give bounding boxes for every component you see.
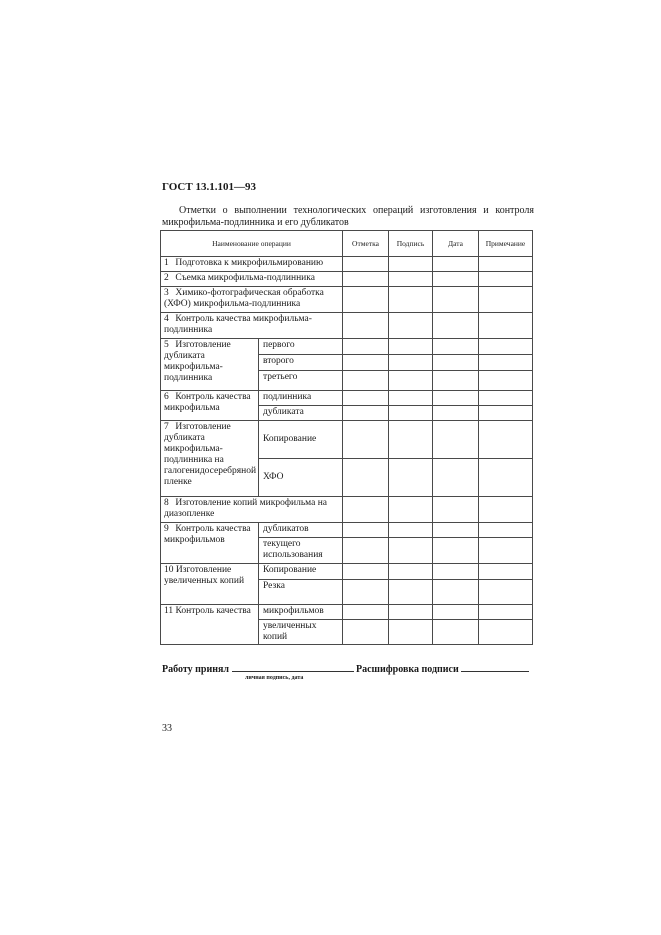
note-cell <box>479 605 533 620</box>
operation-name: Контроль качества микрофильма <box>164 392 251 413</box>
sub-operation-cell: ХФО <box>259 459 343 497</box>
header-note: Примечание <box>479 231 533 257</box>
operation-name: Съемка микрофильма-подлинника <box>175 273 315 283</box>
date-cell <box>433 620 479 645</box>
table-row <box>161 523 533 538</box>
signature-row <box>162 661 534 675</box>
row-number: 8 <box>164 498 169 508</box>
table-header-row <box>161 231 533 257</box>
row-number: 2 <box>164 273 169 283</box>
mark-cell <box>343 272 389 287</box>
note-cell <box>479 459 533 497</box>
note-cell <box>479 406 533 421</box>
decode-label: Расшифровка подписи <box>356 664 459 675</box>
sub-operation-cell: текущего использования <box>259 538 343 564</box>
date-cell <box>433 564 479 580</box>
mark-cell <box>343 355 389 371</box>
mark-cell <box>343 313 389 339</box>
date-cell <box>433 605 479 620</box>
decode-line[interactable] <box>461 661 529 672</box>
sub-operation-cell: второго <box>259 355 343 371</box>
mark-cell <box>343 497 389 523</box>
signature-cell <box>389 459 433 497</box>
operation-cell <box>161 287 343 313</box>
table-row <box>161 287 533 313</box>
mark-cell <box>343 580 389 605</box>
mark-cell <box>343 459 389 497</box>
operation-name: Изготовление дубликата микрофильма-подлинника на галогенидосеребряной пленке <box>164 422 257 487</box>
signature-cell <box>389 313 433 339</box>
table-row <box>161 497 533 523</box>
table-row <box>161 605 533 620</box>
date-cell <box>433 355 479 371</box>
signature-cell <box>389 497 433 523</box>
mark-cell <box>343 391 389 406</box>
operation-cell <box>161 523 259 564</box>
note-cell <box>479 287 533 313</box>
signature-cell <box>389 564 433 580</box>
note-cell <box>479 391 533 406</box>
row-number: 1 <box>164 258 169 268</box>
operation-name: Контроль качества микрофильма-подлинника <box>164 314 312 335</box>
note-cell <box>479 355 533 371</box>
note-cell <box>479 421 533 459</box>
page-number: 33 <box>162 723 172 734</box>
mark-cell <box>343 371 389 391</box>
operation-name: Контроль качества <box>175 606 251 616</box>
table-caption: Отметки о выполнении технологических операций изготовления и контроля микрофильма-подлинника и его дубликатов <box>162 205 534 228</box>
note-cell <box>479 371 533 391</box>
mark-cell <box>343 257 389 272</box>
operations-table <box>160 230 533 645</box>
row-number: 6 <box>164 392 169 402</box>
date-cell <box>433 406 479 421</box>
date-cell <box>433 287 479 313</box>
signature-cell <box>389 287 433 313</box>
table-row <box>161 564 533 580</box>
mark-cell <box>343 406 389 421</box>
date-cell <box>433 497 479 523</box>
operation-name: Изготовление копий микрофильма на диазопленке <box>164 498 327 519</box>
signature-cell <box>389 371 433 391</box>
note-cell <box>479 272 533 287</box>
table-row <box>161 313 533 339</box>
operation-cell <box>161 339 259 391</box>
table-row <box>161 339 533 355</box>
date-cell <box>433 459 479 497</box>
sub-operation-cell: третьего <box>259 371 343 391</box>
mark-cell <box>343 605 389 620</box>
operation-cell <box>161 257 343 272</box>
date-cell <box>433 339 479 355</box>
note-cell <box>479 339 533 355</box>
row-number: 5 <box>164 340 169 350</box>
signature-hint: личная подпись, дата <box>245 675 304 681</box>
operation-name: Изготовление дубликата микрофильма-подлинника <box>164 340 231 383</box>
signature-cell <box>389 620 433 645</box>
table-row <box>161 391 533 406</box>
mark-cell <box>343 620 389 645</box>
operation-cell <box>161 313 343 339</box>
signature-cell <box>389 580 433 605</box>
sub-operation-cell: дубликата <box>259 406 343 421</box>
note-cell <box>479 497 533 523</box>
date-cell <box>433 580 479 605</box>
sub-operation-cell: микрофильмов <box>259 605 343 620</box>
signature-cell <box>389 272 433 287</box>
operation-cell <box>161 272 343 287</box>
row-number: 4 <box>164 314 169 324</box>
mark-cell <box>343 564 389 580</box>
row-number: 7 <box>164 422 169 432</box>
signature-cell <box>389 421 433 459</box>
date-cell <box>433 538 479 564</box>
table-row <box>161 257 533 272</box>
note-cell <box>479 538 533 564</box>
date-cell <box>433 371 479 391</box>
header-operation: Наименование операции <box>161 231 343 257</box>
signature-line[interactable] <box>232 661 354 672</box>
sub-operation-cell: Резка <box>259 580 343 605</box>
date-cell <box>433 391 479 406</box>
row-number: 9 <box>164 524 169 534</box>
header-date: Дата <box>433 231 479 257</box>
date-cell <box>433 257 479 272</box>
note-cell <box>479 313 533 339</box>
note-cell <box>479 620 533 645</box>
row-number: 11 <box>164 606 174 616</box>
mark-cell <box>343 538 389 564</box>
date-cell <box>433 523 479 538</box>
note-cell <box>479 257 533 272</box>
sub-operation-cell: подлинника <box>259 391 343 406</box>
mark-cell <box>343 287 389 313</box>
mark-cell <box>343 523 389 538</box>
mark-cell <box>343 339 389 355</box>
row-number: 10 <box>164 565 174 575</box>
operation-name: Химико-фотографическая обработка (ХФО) микрофильма-подлинника <box>164 288 324 309</box>
signature-cell <box>389 406 433 421</box>
operation-cell <box>161 605 259 645</box>
signature-cell <box>389 391 433 406</box>
header-signature: Подпись <box>389 231 433 257</box>
signature-cell <box>389 257 433 272</box>
signature-cell <box>389 538 433 564</box>
accepted-label: Работу принял <box>162 664 229 675</box>
sub-operation-cell: дубликатов <box>259 523 343 538</box>
operation-cell <box>161 421 259 497</box>
row-number: 3 <box>164 288 169 298</box>
sub-operation-cell: Копирование <box>259 421 343 459</box>
date-cell <box>433 421 479 459</box>
table-row <box>161 272 533 287</box>
header-mark: Отметка <box>343 231 389 257</box>
mark-cell <box>343 421 389 459</box>
table-row <box>161 421 533 459</box>
date-cell <box>433 272 479 287</box>
date-cell <box>433 313 479 339</box>
sub-operation-cell: увеличенных копий <box>259 620 343 645</box>
operation-cell <box>161 564 259 605</box>
document-code: ГОСТ 13.1.101—93 <box>162 181 256 193</box>
note-cell <box>479 523 533 538</box>
signature-cell <box>389 605 433 620</box>
operation-cell <box>161 391 259 421</box>
signature-cell <box>389 355 433 371</box>
operation-cell <box>161 497 343 523</box>
signature-cell <box>389 339 433 355</box>
operation-name: Подготовка к микрофильмированию <box>175 258 324 268</box>
operation-name: Контроль качества микрофильмов <box>164 524 251 545</box>
note-cell <box>479 564 533 580</box>
sub-operation-cell: Копирование <box>259 564 343 580</box>
sub-operation-cell: первого <box>259 339 343 355</box>
note-cell <box>479 580 533 605</box>
signature-cell <box>389 523 433 538</box>
operation-name: Изготовление увеличенных копий <box>164 565 245 586</box>
